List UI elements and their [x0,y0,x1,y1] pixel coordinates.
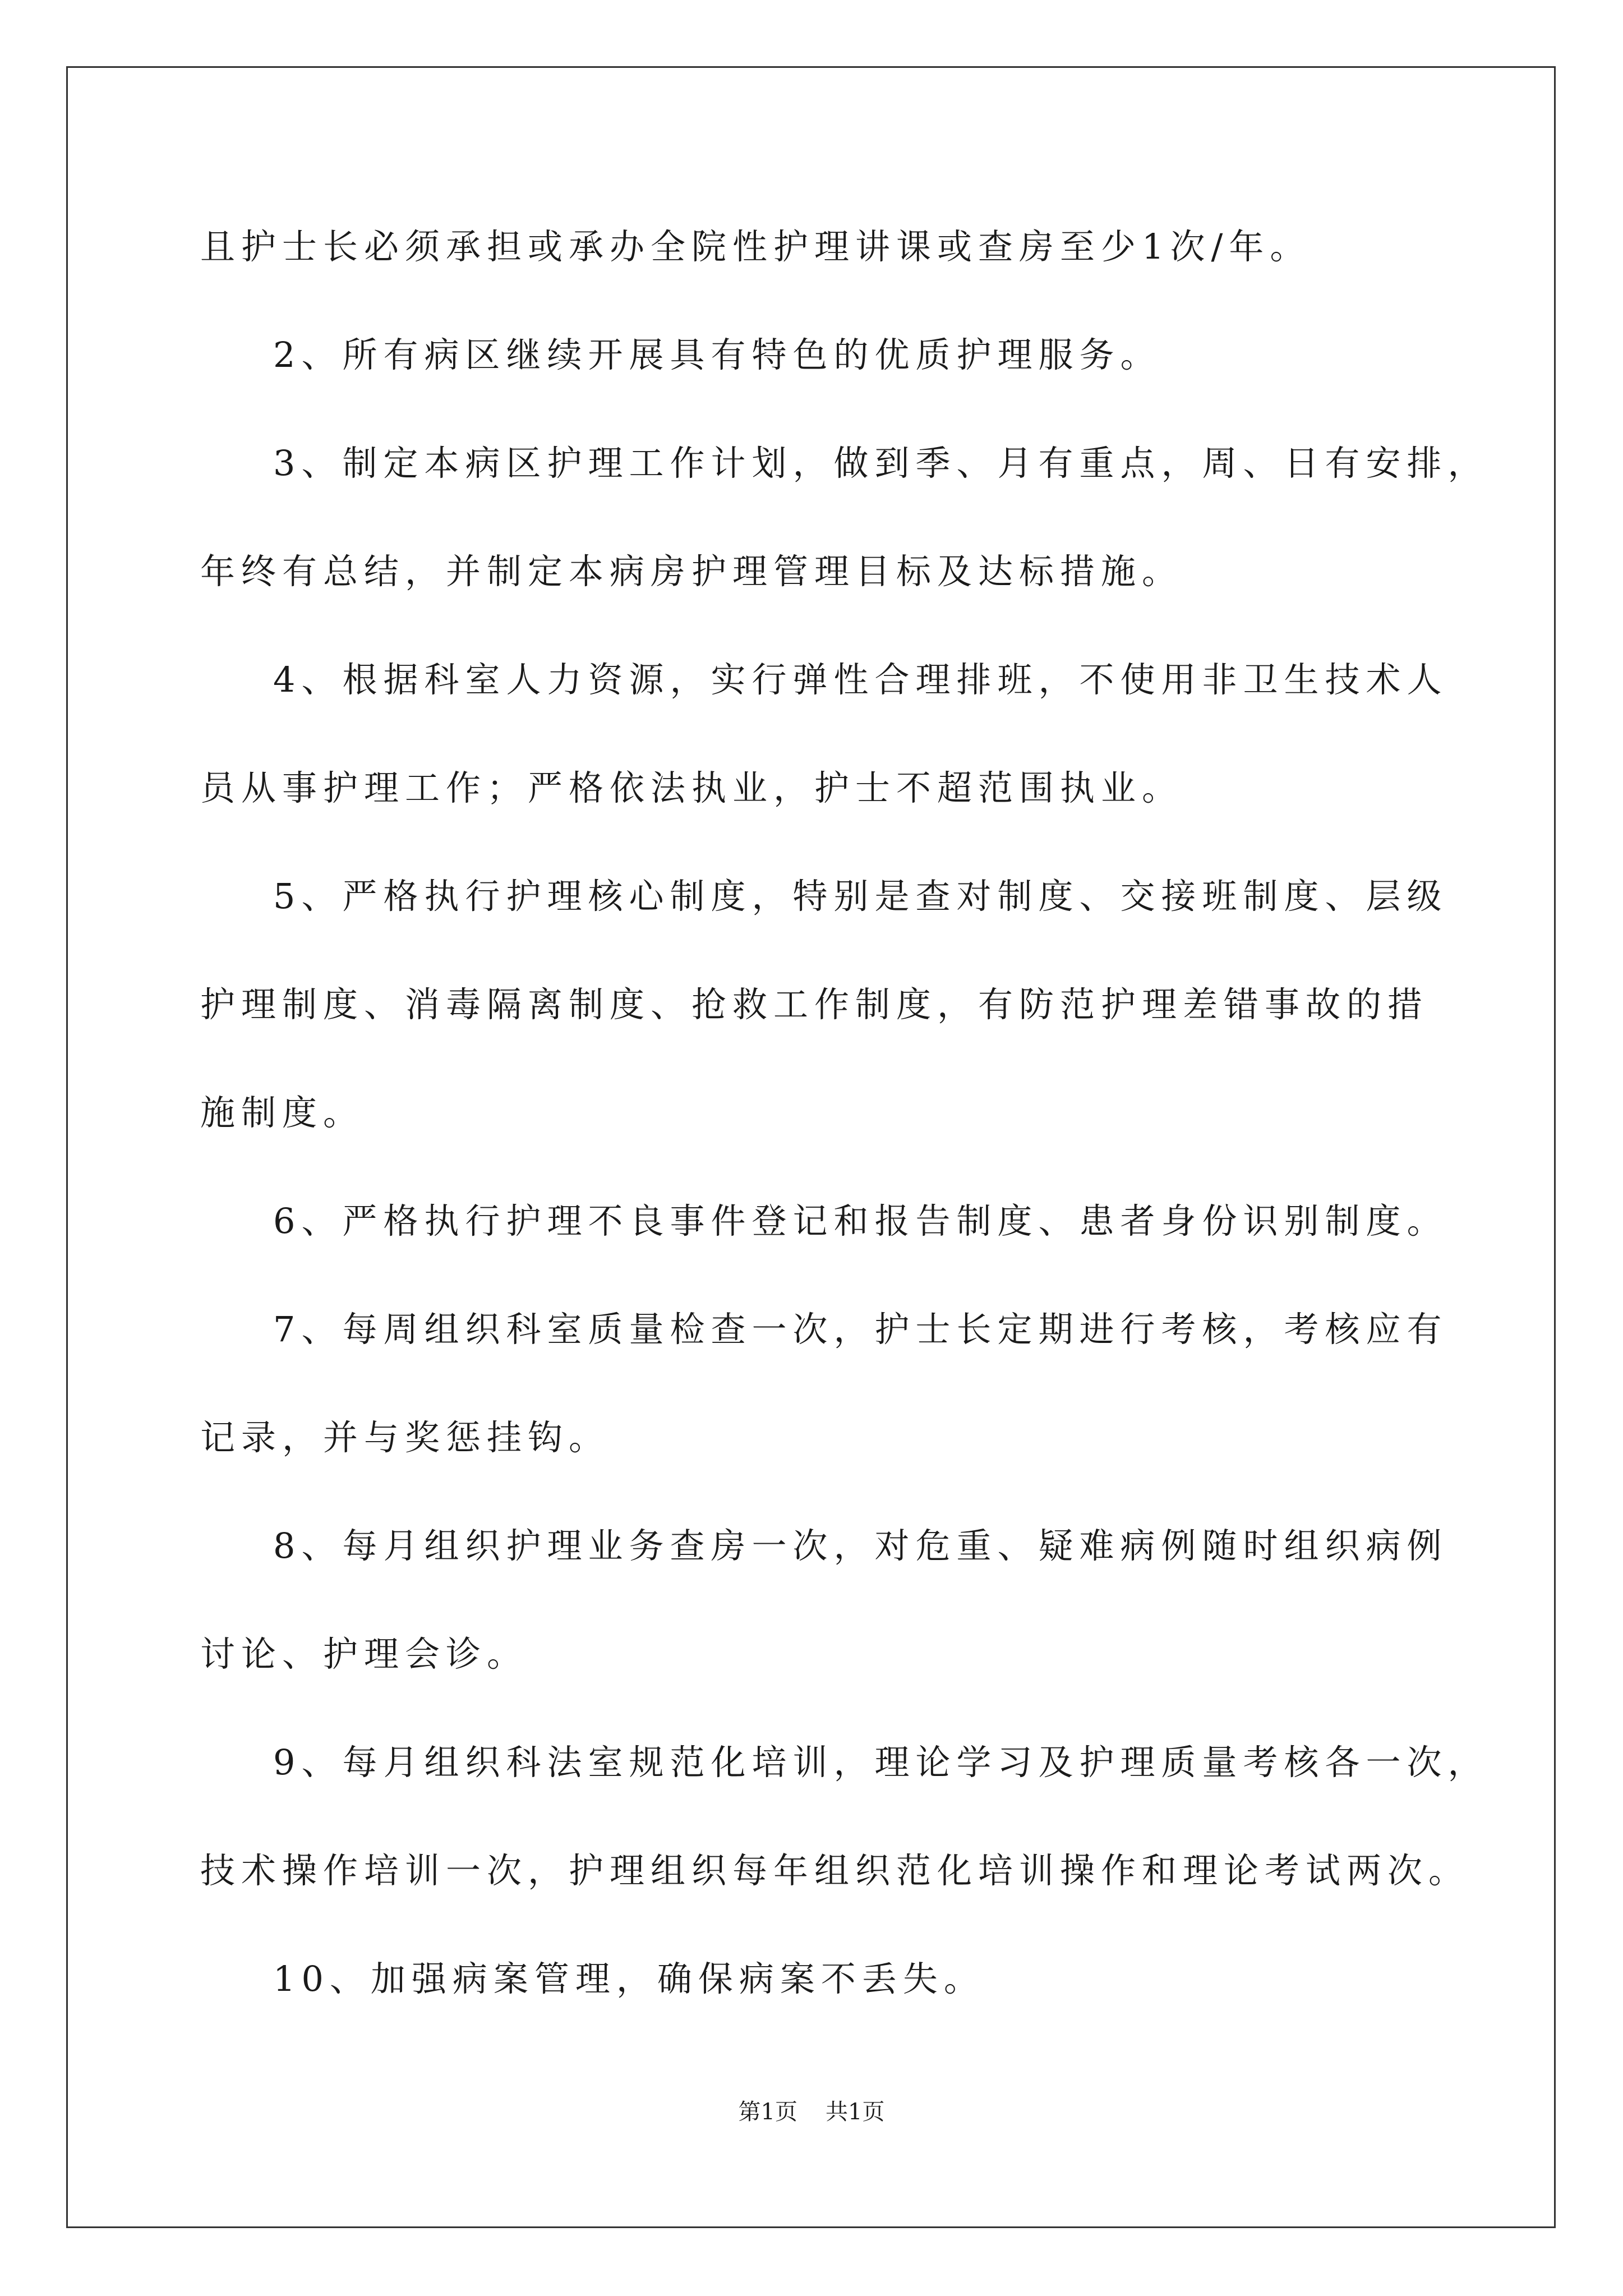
text-line: 5、严格执行护理核心制度，特别是查对制度、交接班制度、层级 [273,876,1448,917]
text-line: 2、所有病区继续开展具有特色的优质护理服务。 [273,334,1161,375]
page-number-current: 第1页 [738,2099,797,2125]
text-line: 4、根据科室人力资源，实行弹性合理排班，不使用非卫生技术人 [273,659,1448,700]
text-line: 7、每周组织科室质量检查一次，护士长定期进行考核，考核应有 [273,1309,1448,1350]
text-line: 6、严格执行护理不良事件登记和报告制度、患者身份识别制度。 [273,1200,1448,1241]
text-line: 10、加强病案管理，确保病案不丢失。 [273,1958,985,1999]
text-line: 施制度。 [200,1092,365,1133]
text-line: 技术操作培训一次，护理组织每年组织范化培训操作和理论考试两次。 [200,1850,1470,1891]
text-line: 年终有总结，并制定本病房护理管理目标及达标措施。 [200,551,1183,592]
text-line: 且护士长必须承担或承办全院性护理讲课或查房至少1次/年。 [200,226,1311,267]
page-number-total: 共1页 [826,2099,885,2125]
text-line: 员从事护理工作；严格依法执业，护士不超范围执业。 [200,767,1183,808]
page-border [66,66,1556,2228]
text-line: 3、制定本病区护理工作计划，做到季、月有重点，周、日有安排， [273,443,1489,484]
text-line: 9、每月组织科法室规范化培训，理论学习及护理质量考核各一次， [273,1742,1489,1783]
text-line: 8、每月组织护理业务查房一次，对危重、疑难病例随时组织病例 [273,1525,1448,1566]
text-line: 记录，并与奖惩挂钩。 [200,1417,610,1458]
text-line: 讨论、护理会诊。 [200,1634,528,1674]
page-footer [0,2095,1623,2129]
text-line: 护理制度、消毒隔离制度、抢救工作制度，有防范护理差错事故的措 [200,984,1429,1025]
